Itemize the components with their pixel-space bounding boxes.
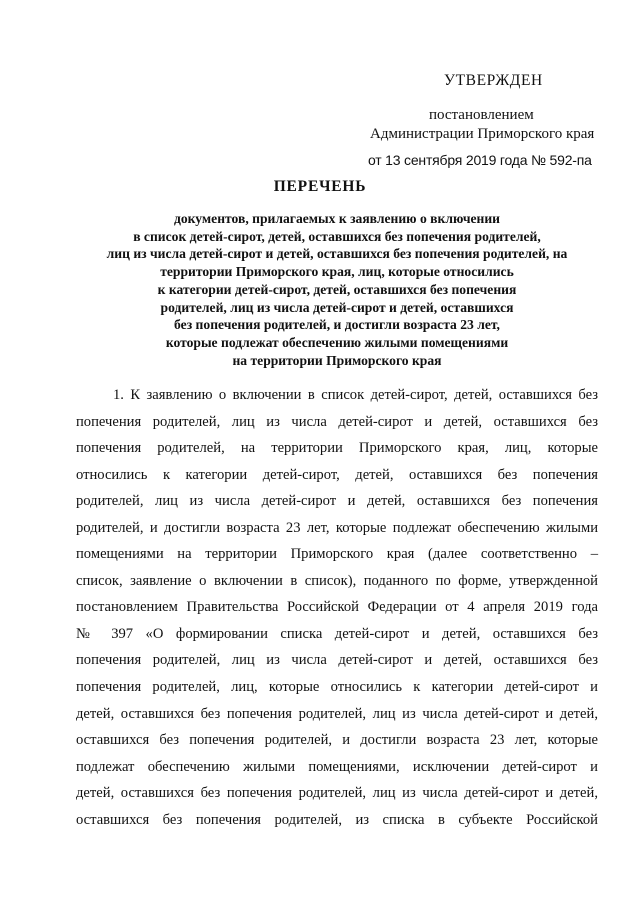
body-line: родителей, и достигли возраста 23 лет, которые подлежат обеспечению жилыми (76, 519, 598, 536)
body-line: 1. К заявлению о включении в список детей-сирот, детей, оставшихся без (113, 387, 598, 403)
subtitle-line: лиц из числа детей-сирот и детей, оставшихся без попечения родителей, на (106, 246, 568, 262)
body-line: попечения родителей, лиц, которые относились к категории детей-сирот и (76, 679, 598, 696)
approval-heading: УТВЕРЖДЕН (444, 72, 543, 89)
subtitle-line: на территории Приморского края (232, 352, 442, 368)
subtitle-line: в список детей-сирот, детей, оставшихся без попечения родителей, (133, 228, 541, 244)
subtitle-line: документов, прилагаемых к заявлению о включении (173, 211, 501, 226)
body-line: подлежат обеспечению жилыми помещениями, исключении детей-сирот и (76, 758, 598, 775)
subtitle-line: территории Приморского края, лиц, которые относились (160, 264, 514, 280)
approval-line-3: от 13 сентября 2019 года № 592-па (368, 152, 592, 168)
body-line: попечения родителей, лиц из числа детей-сирот и детей, оставшихся без (76, 652, 598, 669)
document-title: ПЕРЕЧЕНЬ (273, 178, 367, 195)
approval-line-1: постановлением (429, 107, 534, 123)
subtitle-line: которые подлежат обеспечению жилыми помещениями (165, 334, 509, 350)
body-line: постановлением Правительства Российской Федерации от 4 апреля 2019 года (76, 599, 598, 616)
subtitle-line: без попечения родителей, и достигли возраста 23 лет, (174, 317, 500, 333)
body-line: родителей, лиц из числа детей-сирот и детей, оставшихся без попечения (76, 493, 598, 510)
body-line: относились к категории детей-сирот, детей, оставшихся без попечения (76, 466, 598, 483)
subtitle-line: к категории детей-сирот, детей, оставшихся без попечения (157, 281, 517, 297)
body-line: попечения родителей, лиц из числа детей-сирот и детей, оставшихся без (76, 413, 598, 430)
body-line: помещениями на территории Приморского края (далее соответственно – (76, 546, 598, 563)
body-line: оставшихся без попечения родителей, и достигли возраста 23 лет, которые (76, 732, 598, 749)
body-line: список, заявление о включении в список), поданного по форме, утвержденной (76, 572, 598, 589)
body-line: попечения родителей, на территории Приморского края, лиц, которые (76, 440, 598, 457)
body-paragraph (76, 382, 598, 833)
document-subtitle (76, 210, 598, 369)
body-line: № 397 «О формировании списка детей-сирот и детей, оставшихся без (76, 625, 598, 642)
body-line: детей, оставшихся без попечения родителей, лиц из числа детей-сирот и детей, (76, 785, 598, 802)
approval-line-2: Администрации Приморского края (370, 126, 595, 142)
subtitle-line: родителей, лиц из числа детей-сирот и детей, оставшихся (160, 299, 514, 315)
body-line: детей, оставшихся без попечения родителей, лиц из числа детей-сирот и детей, (76, 705, 598, 722)
body-line: оставшихся без попечения родителей, из списка в субъекте Российской (76, 811, 598, 828)
